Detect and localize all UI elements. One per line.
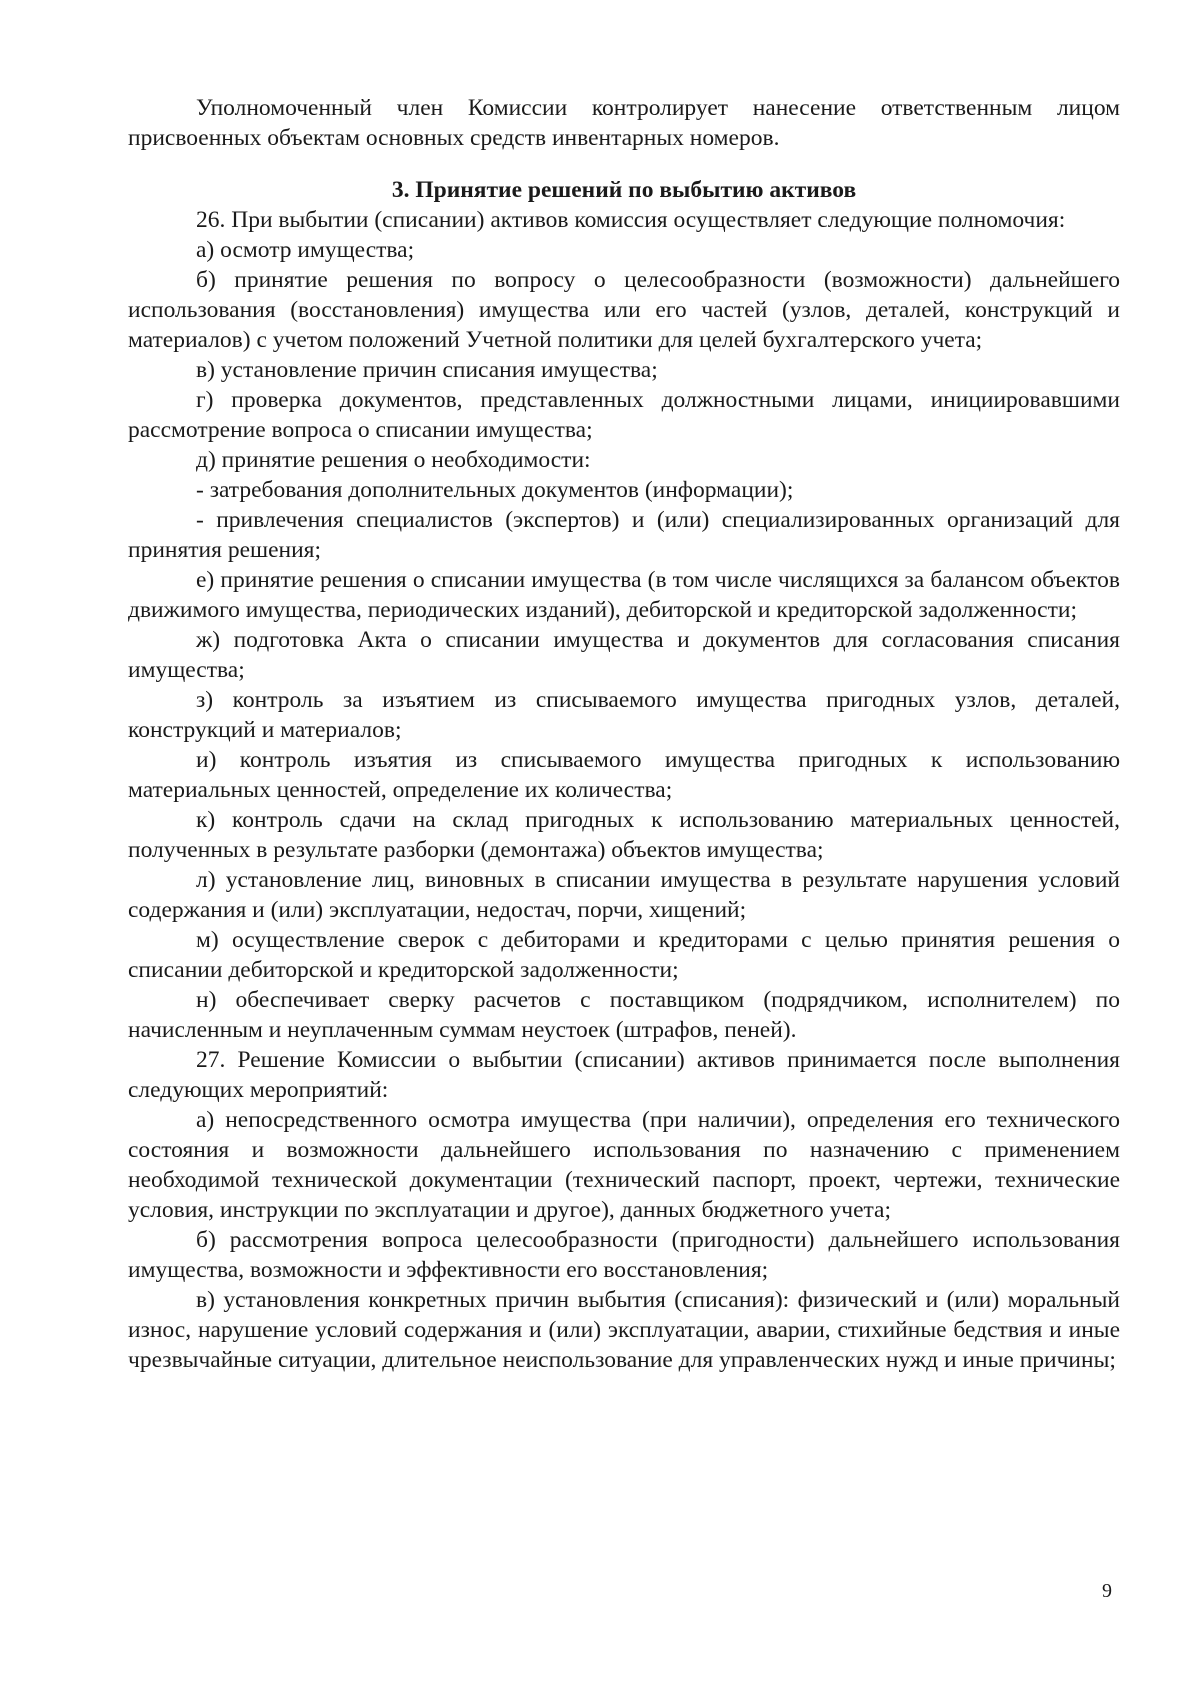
- paragraph-26-e: е) принятие решения о списании имущества (в том числе числящихся за балансом объектов движимого имущества, периодических изданий), дебиторской и кредиторской задолженности;: [128, 567, 1120, 623]
- paragraph-26-d-dash-1: - затребования дополнительных документов (информации);: [196, 477, 794, 503]
- paragraph-26-b: б) принятие решения по вопросу о целесообразности (возможности) дальнейшего использования (восстановления) имущества или его частей (узлов, деталей, конструкций и материалов) с учетом положений Учетной политики для целей бухгалтерского учета;: [128, 267, 1120, 353]
- section-heading: 3. Принятие решений по выбытию активов: [391, 177, 857, 203]
- paragraph-26-v: в) установление причин списания имущества;: [196, 357, 658, 383]
- paragraph-26-zh: ж) подготовка Акта о списании имущества и документов для согласования списания имущества;: [128, 627, 1120, 683]
- paragraph-27-a: а) непосредственного осмотра имущества (при наличии), определения его технического состояния и возможности дальнейшего использования по назначению с применением необходимой технической документации (технический паспорт, проект, чертежи, технические условия, инструкции по эксплуатации и другое), данных бюджетного учета;: [128, 1107, 1120, 1223]
- paragraph-26-g: г) проверка документов, представленных должностными лицами, инициировавшими рассмотрение вопроса о списании имущества;: [128, 387, 1120, 443]
- paragraph-26-k: к) контроль сдачи на склад пригодных к использованию материальных ценностей, полученных в результате разборки (демонтажа) объектов имущества;: [128, 807, 1120, 863]
- paragraph-26: 26. При выбытии (списании) активов комиссия осуществляет следующие полномочия:: [196, 207, 1066, 233]
- paragraph-26-l: л) установление лиц, виновных в списании имущества в результате нарушения условий содержания и (или) эксплуатации, недостач, порчи, хищений;: [128, 867, 1120, 923]
- paragraph-26-i: и) контроль изъятия из списываемого имущества пригодных к использованию материальных ценностей, определение их количества;: [128, 747, 1120, 803]
- paragraph-26-d-dash-2: - привлечения специалистов (экспертов) и (или) специализированных организаций для принятия решения;: [128, 507, 1120, 563]
- page-number: 9: [1102, 1580, 1112, 1602]
- document-body: [128, 93, 1120, 1375]
- paragraph-27: 27. Решение Комиссии о выбытии (списании) активов принимается после выполнения следующих мероприятий:: [128, 1047, 1120, 1103]
- paragraph-26-z: з) контроль за изъятием из списываемого имущества пригодных узлов, деталей, конструкций и материалов;: [128, 687, 1120, 743]
- paragraph-26-m: м) осуществление сверок с дебиторами и кредиторами с целью принятия решения о списании дебиторской и кредиторской задолженности;: [128, 927, 1120, 983]
- paragraph-26-d: д) принятие решения о необходимости:: [196, 447, 591, 473]
- paragraph-26-a: а) осмотр имущества;: [196, 237, 415, 263]
- paragraph-27-v: в) установления конкретных причин выбытия (списания): физический и (или) моральный износ, нарушение условий содержания и (или) эксплуатации, аварии, стихийные бедствия и иные чрезвычайные ситуации, длительное неиспользование для управленческих нужд и иные причины;: [128, 1287, 1120, 1373]
- paragraph-26-n: н) обеспечивает сверку расчетов с поставщиком (подрядчиком, исполнителем) по начисленным и неуплаченным суммам неустоек (штрафов, пеней).: [128, 987, 1120, 1043]
- paragraph-27-b: б) рассмотрения вопроса целесообразности (пригодности) дальнейшего использования имущества, возможности и эффективности его восстановления;: [128, 1227, 1120, 1283]
- paragraph-inventory-control: Уполномоченный член Комиссии контролирует нанесение ответственным лицом присвоенных объектам основных средств инвентарных номеров.: [128, 95, 1120, 151]
